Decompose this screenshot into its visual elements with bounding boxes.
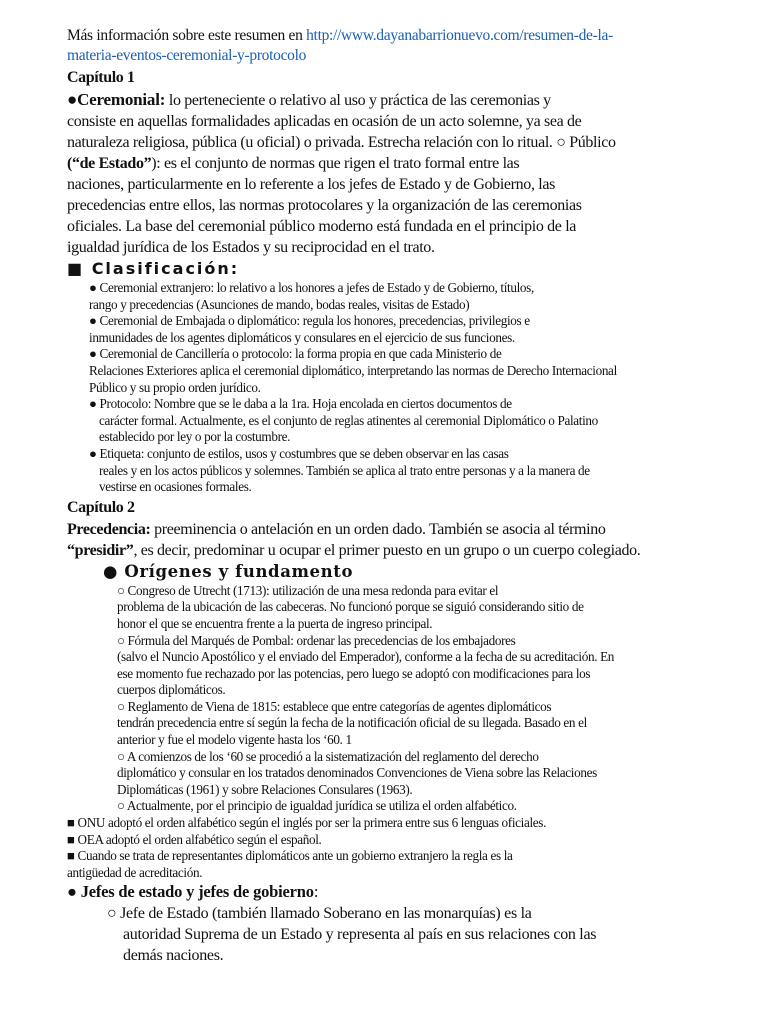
list-item-line: Público y su propio orden jurídico. — [89, 379, 261, 395]
ceremonial-line-1 — [67, 89, 708, 111]
source-link[interactable]: http://www.dayanabarrionuevo.com/resumen-de-la- — [306, 27, 613, 44]
list-item-line: tendrán precedencia entre sí según la fecha de la notificación oficial de su llegada. Basado en el — [117, 715, 587, 731]
presidir-term: “presidir” — [67, 541, 134, 559]
precedencia-line-1 — [67, 519, 708, 540]
list-item-line: ● Ceremonial de Cancillería o protocolo: la forma propia en que cada Ministerio de — [89, 346, 502, 362]
international-rules-list — [67, 815, 708, 881]
ceremonial-line-8: igualdad jurídica de los Estados y su reciprocidad en el trato. — [67, 239, 435, 256]
jefe-line-2: autoridad Suprema de un Estado y representa al país en sus relaciones con las — [123, 926, 597, 944]
list-item-line: ese momento fue rechazado por las potencias, pero luego se adoptó con modificaciones para los — [117, 665, 591, 681]
origenes-heading: ● Orígenes y fundamento — [103, 561, 354, 581]
list-item — [117, 633, 708, 699]
list-item-line: honor el que se encuentra frente a la puerta de ingreso principal. — [117, 615, 433, 631]
list-item-line: ● Ceremonial de Embajada o diplomático: regula los honores, precedencias, privilegios e — [89, 313, 530, 329]
precedencia-text: preeminencia o antelación en un orden dado. También se asocia al término — [150, 520, 606, 538]
classification-list — [67, 280, 708, 496]
list-item — [117, 749, 708, 799]
jefe-line-3: demás naciones. — [123, 947, 224, 965]
jefes-heading — [67, 881, 708, 903]
list-item — [117, 699, 708, 749]
chapter-1-title: Capítulo 1 — [67, 69, 135, 86]
intro-prefix: Más información sobre este resumen en — [67, 27, 307, 44]
list-item — [89, 396, 708, 446]
ceremonial-line-2: consiste en aquellas formalidades aplicadas en ocasión de un acto solemne, ya sea de — [67, 113, 582, 130]
jefes-heading-colon: : — [313, 882, 319, 902]
ceremonial-text: lo perteneciente o relativo al uso y práctica de las ceremonias y — [165, 92, 551, 109]
origenes-list — [67, 583, 708, 815]
estado-term: (“de Estado” — [67, 155, 152, 172]
list-item-line: anterior y fue el modelo vigente hasta los ‘60. 1 — [117, 732, 352, 748]
list-item — [89, 346, 708, 396]
list-item-line: (salvo el Nuncio Apostólico y el enviado del Emperador), conforme a la fecha de su acreditación. En — [117, 649, 615, 665]
list-item-line: ■ Cuando se trata de representantes diplomáticos ante un gobierno extranjero la regla es la — [67, 848, 513, 864]
ceremonial-text: ): es el conjunto de normas que rigen el trato formal entre las — [151, 155, 520, 172]
precedencia-term: Precedencia: — [67, 520, 151, 538]
list-item-line: ● Etiqueta: conjunto de estilos, usos y costumbres que se deben observar en las casas — [89, 445, 509, 461]
classification-heading: ■ Clasificación: — [67, 259, 240, 278]
list-item-line: ○ Fórmula del Marqués de Pombal: ordenar las precedencias de los embajadores — [117, 632, 516, 648]
list-item-line: diplomático y consular en los tratados denominados Convenciones de Viena sobre las Relaciones — [117, 765, 597, 781]
ceremonial-term: ●Ceremonial: — [67, 90, 166, 109]
list-item-line: vestirse en ocasiones formales. — [99, 479, 252, 495]
list-item-line: rango y precedencias (Asunciones de mando, bodas reales, visitas de Estado) — [89, 296, 470, 312]
list-item-line: ● Protocolo: Nombre que se le daba a la 1ra. Hoja encolada en ciertos documentos de — [89, 396, 512, 412]
list-item-line: establecido por ley o por la costumbre. — [99, 429, 291, 445]
list-item-line: ■ OEA adoptó el orden alfabético según el español. — [67, 831, 322, 847]
ceremonial-line-7: oficiales. La base del ceremonial público moderno está fundada en el principio de la — [67, 218, 577, 235]
list-item-line: cuerpos diplomáticos. — [117, 682, 226, 698]
jefe-line-1: ○ Jefe de Estado (también llamado Soberano en las monarquías) es la — [107, 905, 532, 923]
list-item-line: ○ Reglamento de Viena de 1815: establece que entre categorías de agentes diplomáticos — [117, 698, 552, 714]
list-item-line: carácter formal. Actualmente, es el conjunto de reglas atinentes al ceremonial Diplomático o Palatino — [99, 412, 598, 428]
list-item — [89, 313, 708, 346]
list-item-line: ■ ONU adoptó el orden alfabético según el inglés por ser la primera entre sus 6 lenguas oficiales. — [67, 815, 547, 831]
list-item — [89, 446, 708, 496]
list-item-line: ○ Congreso de Utrecht (1713): utilización de una mesa redonda para evitar el — [117, 582, 499, 598]
list-item-line: ○ Actualmente, por el principio de igualdad jurídica se utiliza el orden alfabético. — [117, 798, 517, 814]
source-link-continued[interactable]: materia-eventos-ceremonial-y-protocolo — [67, 47, 307, 64]
precedencia-text: , es decir, predominar u ocupar el primer puesto en un grupo o un cuerpo colegiado. — [133, 541, 641, 559]
ceremonial-line-5: naciones, particularmente en lo referente a los jefes de Estado y de Gobierno, las — [67, 176, 555, 193]
list-item-line: inmunidades de los agentes diplomáticos y consulares en el ejercicio de sus funciones. — [89, 329, 515, 345]
list-item — [117, 583, 708, 633]
chapter-2-title: Capítulo 2 — [67, 498, 135, 516]
ceremonial-line-3: naturaleza religiosa, pública (u oficial) o privada. Estrecha relación con lo ritual. ○ Público — [67, 134, 616, 151]
list-item-line: Diplomáticas (1961) y sobre Relaciones Consulares (1963). — [117, 781, 413, 797]
jefes-heading-text: ● Jefes de estado y jefes de gobierno — [67, 882, 314, 902]
ceremonial-line-6: precedencias entre ellos, las normas protocolares y la organización de las ceremonias — [67, 197, 582, 214]
list-item — [89, 280, 708, 313]
list-item-line: problema de la ubicación de las cabeceras. No funcionó porque se siguió considerando sitio de — [117, 599, 584, 615]
ceremonial-line-4 — [67, 153, 708, 174]
list-item — [117, 798, 708, 815]
intro-line-1 — [67, 26, 708, 46]
precedencia-line-2 — [67, 540, 708, 561]
intro-line-2 — [67, 46, 708, 66]
list-item-line: antigüedad de acreditación. — [67, 864, 203, 880]
list-item-line: Relaciones Exteriores aplica el ceremonial diplomático, interpretando las normas de Derecho Internacional — [89, 362, 617, 378]
list-item-line: ● Ceremonial extranjero: lo relativo a los honores a jefes de Estado y de Gobierno, títulos, — [89, 280, 534, 295]
list-item-line: ○ A comienzos de los ‘60 se procedió a la sistematización del reglamento del derecho — [117, 748, 539, 764]
list-item-line: reales y en los actos públicos y solemnes. También se aplica al trato entre personas y a la manera de — [99, 462, 590, 478]
